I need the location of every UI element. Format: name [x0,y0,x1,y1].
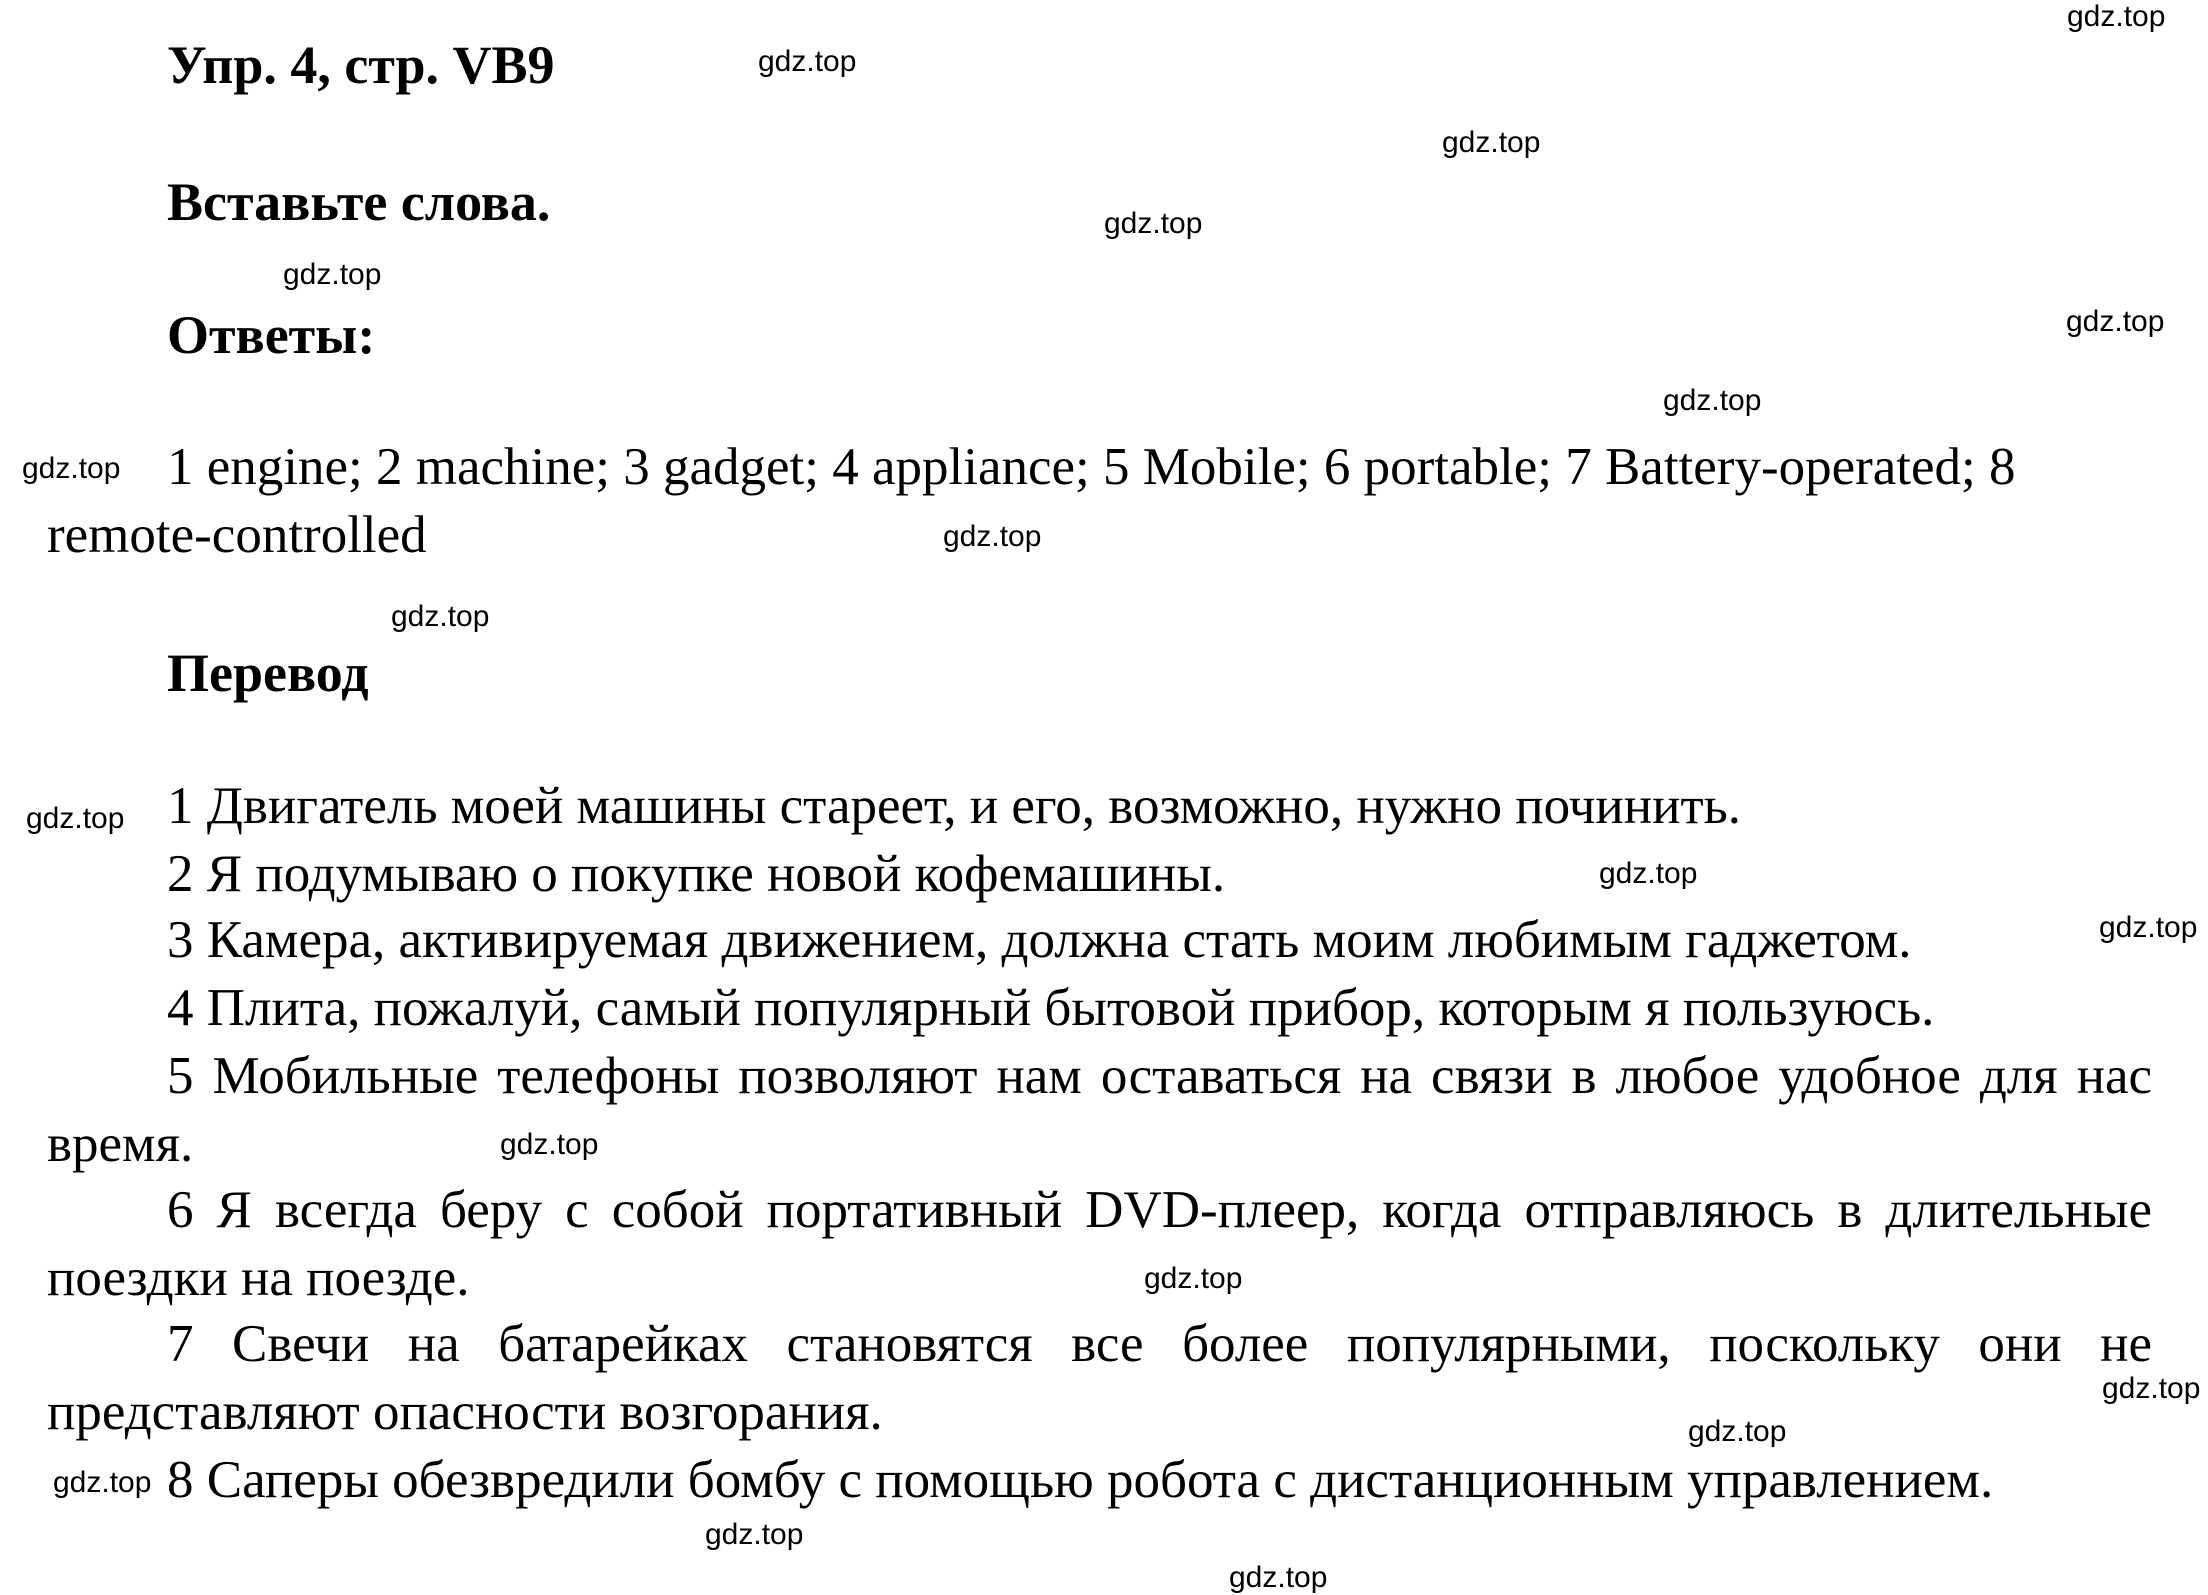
watermark: gdz.top [1144,1262,1243,1295]
translation-sentence-5: 5 Мобильные телефоны позволяют нам оставаться на связи в любое удобное для нас время. [47,1047,2152,1173]
watermark: gdz.top [1599,857,1698,890]
task-instruction: Вставьте слова. [167,172,551,232]
translation-sentence-8: 8 Саперы обезвредили бомбу с помощью робота с дистанционным управлением. [167,1451,1994,1509]
watermark: gdz.top [2099,911,2198,944]
answers-text: 1 engine; 2 machine; 3 gadget; 4 appliance; 5 Mobile; 6 portable; 7 Battery-operated; 8 remote-controlled [47,438,2016,564]
watermark: gdz.top [1442,126,1541,159]
translation-sentence-1: 1 Двигатель моей машины стареет, и его, возможно, нужно починить. [167,777,1742,835]
translation-sentence-4: 4 Плита, пожалуй, самый популярный бытовой прибор, которым я пользуюсь. [167,979,1935,1037]
watermark: gdz.top [500,1128,599,1161]
watermark: gdz.top [2066,305,2165,338]
answers-heading: Ответы: [167,305,376,365]
watermark: gdz.top [53,1466,152,1499]
watermark: gdz.top [1663,384,1762,417]
watermark: gdz.top [283,258,382,291]
watermark: gdz.top [22,452,121,485]
watermark: gdz.top [1688,1415,1787,1448]
translation-sentence-2: 2 Я подумываю о покупке новой кофемашины. [167,845,1226,903]
watermark: gdz.top [2067,0,2166,33]
watermark: gdz.top [26,802,125,835]
watermark: gdz.top [1104,207,1203,240]
watermark: gdz.top [391,600,490,633]
watermark: gdz.top [1229,1561,1328,1594]
watermark: gdz.top [2102,1372,2201,1405]
translation-sentence-6: 6 Я всегда беру с собой портативный DVD-плеер, когда отправляюсь в длительные поездки на поезде. [47,1181,2152,1307]
translation-sentence-3: 3 Камера, активируемая движением, должна стать моим любимым гаджетом. [167,911,1912,969]
watermark: gdz.top [758,45,857,78]
exercise-title: Упр. 4, стр. VB9 [167,35,555,95]
watermark: gdz.top [705,1518,804,1551]
translation-sentence-7: 7 Свечи на батарейках становятся все более популярными, поскольку они не представляют опасности возгорания. [47,1315,2152,1441]
translation-heading: Перевод [167,643,369,703]
watermark: gdz.top [943,520,1042,553]
